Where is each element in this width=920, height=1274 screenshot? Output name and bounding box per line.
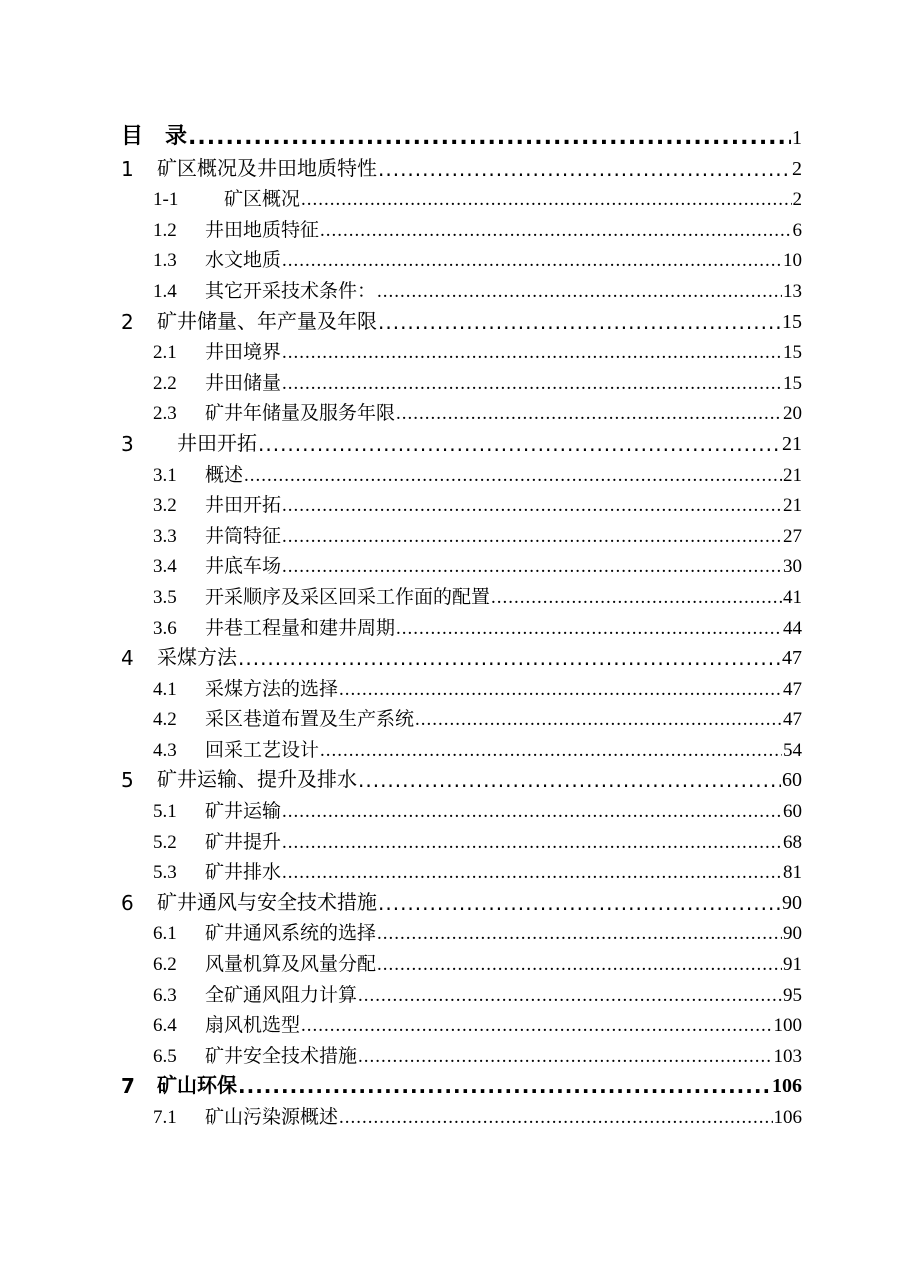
toc-entry[interactable] xyxy=(121,731,802,762)
toc-entry-number: 1.4 xyxy=(153,280,177,302)
toc-entry[interactable] xyxy=(121,425,802,456)
toc-entry-page: 47 xyxy=(783,678,802,700)
toc-title-row[interactable] xyxy=(121,118,802,150)
dot-leader xyxy=(491,587,782,609)
dot-leader xyxy=(244,465,782,487)
toc-entry[interactable] xyxy=(121,548,802,579)
toc-entry-title: 回采工艺设计 xyxy=(205,739,320,761)
toc-entry-page: 47 xyxy=(782,647,802,670)
toc-entry-page: 100 xyxy=(773,1015,802,1037)
dot-leader xyxy=(396,403,782,425)
toc-entry-number: 5.1 xyxy=(153,801,177,823)
toc-entry-number: 5.3 xyxy=(153,862,177,884)
dot-leader xyxy=(358,985,782,1007)
toc-entry[interactable] xyxy=(121,303,802,334)
toc-entry-page: 47 xyxy=(783,709,802,731)
toc-entry-title: 矿区概况 xyxy=(205,189,301,211)
toc-entry[interactable] xyxy=(121,1007,802,1038)
toc-entry-page: 30 xyxy=(783,556,802,578)
toc-entry[interactable] xyxy=(121,915,802,946)
dot-leader xyxy=(358,768,781,792)
toc-entry[interactable] xyxy=(121,640,802,671)
toc-entry-title: 风量机算及风量分配 xyxy=(205,954,377,976)
dot-leader xyxy=(378,891,781,915)
toc-entry[interactable] xyxy=(121,823,802,854)
toc-entry-number: 6.4 xyxy=(153,1015,177,1037)
toc-entry-page: 15 xyxy=(783,342,802,364)
toc-entry-number: 1.2 xyxy=(153,219,177,241)
dot-leader xyxy=(301,1015,772,1037)
toc-entry-title: 矿区概况及井田地质特性 xyxy=(157,155,377,180)
toc-entry-title: 井田开拓 xyxy=(205,495,282,517)
toc-entry-number: 7.1 xyxy=(153,1107,177,1128)
toc-entry-number: 5 xyxy=(121,768,134,793)
toc-entry[interactable] xyxy=(121,792,802,823)
toc-entry-number: 3.4 xyxy=(153,556,177,578)
dot-leader xyxy=(258,432,781,456)
toc-entry-number: 1 xyxy=(121,156,134,181)
dot-leader xyxy=(282,801,782,823)
toc-entry[interactable] xyxy=(121,762,802,793)
toc-entry[interactable] xyxy=(121,487,802,518)
toc-entry[interactable] xyxy=(121,242,802,273)
dot-leader xyxy=(320,740,782,762)
dot-leader xyxy=(339,679,782,701)
toc-entry-title: 矿井排水 xyxy=(205,862,282,884)
toc-entry-title: 井田开拓 xyxy=(157,430,257,455)
toc-entry-page: 81 xyxy=(783,862,802,884)
toc-entry-title: 井田地质特征 xyxy=(205,219,320,241)
toc-entry[interactable] xyxy=(121,609,802,640)
toc-entry-page: 106 xyxy=(773,1107,802,1128)
table-of-contents xyxy=(121,118,802,1129)
dot-leader xyxy=(415,709,782,731)
dot-leader xyxy=(378,157,791,181)
toc-entry-title: 矿井储量、年产量及年限 xyxy=(157,308,377,333)
toc-entry-number: 4.2 xyxy=(153,709,177,731)
dot-leader xyxy=(282,556,782,578)
dot-leader xyxy=(377,954,782,976)
toc-entry-page: 21 xyxy=(783,464,802,486)
toc-entry-number: 3.3 xyxy=(153,525,177,547)
toc-entry-title: 矿井运输、提升及排水 xyxy=(157,767,357,792)
toc-entry-number: 1.3 xyxy=(153,250,177,272)
dot-leader xyxy=(238,646,781,670)
toc-entry-title: 井巷工程量和建井周期 xyxy=(205,617,396,639)
toc-entry-page: 68 xyxy=(783,831,802,853)
toc-entry-page: 41 xyxy=(783,586,802,608)
toc-entry[interactable] xyxy=(121,211,802,242)
toc-entry-number: 2.3 xyxy=(153,403,177,425)
toc-entry-title: 采区巷道布置及生产系统 xyxy=(205,709,415,731)
toc-entry[interactable] xyxy=(121,1068,802,1099)
dot-leader xyxy=(339,1107,772,1129)
toc-entry-number: 3.2 xyxy=(153,495,177,517)
dot-leader xyxy=(282,373,782,395)
toc-entry-title: 采煤方法的选择 xyxy=(205,678,339,700)
dot-leader xyxy=(282,495,782,517)
toc-entry-number: 4.1 xyxy=(153,678,177,700)
toc-entry-page: 90 xyxy=(783,923,802,945)
toc-entry-page: 27 xyxy=(783,525,802,547)
toc-entry-number: 6.2 xyxy=(153,954,177,976)
toc-entry-title: 概述 xyxy=(205,464,244,486)
toc-entry-title: 井底车场 xyxy=(205,556,282,578)
toc-entry-title: 扇风机选型 xyxy=(205,1015,301,1037)
toc-entry-title: 水文地质 xyxy=(205,250,282,272)
toc-entry[interactable] xyxy=(121,854,802,885)
toc-entry[interactable] xyxy=(121,334,802,365)
toc-entry[interactable] xyxy=(121,272,802,303)
toc-entry-title: 矿山环保 xyxy=(157,1073,237,1098)
toc-entry-number: 5.2 xyxy=(153,831,177,853)
toc-entry-number: 3.5 xyxy=(153,586,177,608)
dot-leader xyxy=(358,1046,772,1068)
toc-entry-title: 井筒特征 xyxy=(205,525,282,547)
toc-entry[interactable] xyxy=(121,517,802,548)
toc-entry[interactable] xyxy=(121,1098,802,1129)
toc-entry[interactable] xyxy=(121,945,802,976)
toc-entry-number: 4.3 xyxy=(153,739,177,761)
toc-entry-page: 15 xyxy=(782,310,802,333)
dot-leader xyxy=(320,220,791,242)
dot-leader xyxy=(188,125,791,150)
toc-entry-title: 采煤方法 xyxy=(157,645,237,670)
toc-entry-page: 13 xyxy=(783,280,802,302)
toc-entry-page: 6 xyxy=(792,219,802,241)
toc-entry-title: 矿井通风与安全技术措施 xyxy=(157,889,377,914)
toc-entry-page: 20 xyxy=(783,403,802,425)
toc-entry-title: 矿井提升 xyxy=(205,831,282,853)
toc-entry-page: 103 xyxy=(773,1045,802,1067)
toc-title-page: 1 xyxy=(792,127,802,149)
toc-entry-page: 95 xyxy=(783,984,802,1006)
toc-entry-page: 44 xyxy=(783,617,802,639)
toc-entry-title: 其它开采技术条件： xyxy=(205,280,377,302)
dot-leader xyxy=(301,189,791,211)
toc-entry-page: 21 xyxy=(783,495,802,517)
toc-entry-number: 3.6 xyxy=(153,617,177,639)
toc-entry[interactable] xyxy=(121,1037,802,1068)
toc-entry-title: 全矿通风阻力计算 xyxy=(205,984,358,1006)
toc-entry-title: 井田储量 xyxy=(205,372,282,394)
toc-title: 目 录 xyxy=(121,124,188,149)
toc-entry-number: 1-1 xyxy=(153,189,179,211)
toc-entry-page: 60 xyxy=(782,769,802,792)
toc-entry-title: 矿井安全技术措施 xyxy=(205,1045,358,1067)
toc-entry-page: 15 xyxy=(783,372,802,394)
toc-entry-title: 开采顺序及采区回采工作面的配置 xyxy=(205,586,491,608)
toc-entry[interactable] xyxy=(121,976,802,1007)
toc-entry-title: 矿井通风系统的选择 xyxy=(205,923,377,945)
toc-entry-title: 矿井年储量及服务年限 xyxy=(205,403,396,425)
toc-entry-number: 4 xyxy=(121,646,134,671)
dot-leader xyxy=(282,342,782,364)
toc-entry[interactable] xyxy=(121,395,802,426)
toc-entry[interactable] xyxy=(121,456,802,487)
toc-entry-number: 6 xyxy=(121,890,134,915)
toc-entry-number: 7 xyxy=(121,1074,135,1099)
dot-leader xyxy=(282,832,782,854)
toc-entry-title: 矿井运输 xyxy=(205,801,282,823)
toc-entry-page: 60 xyxy=(783,801,802,823)
toc-entry-page: 2 xyxy=(792,157,802,180)
toc-entry-page: 106 xyxy=(772,1075,802,1098)
toc-entry-number: 3.1 xyxy=(153,464,177,486)
toc-entry-number: 2 xyxy=(121,309,134,334)
toc-entry-number: 6.5 xyxy=(153,1045,177,1067)
toc-entry-number: 2.1 xyxy=(153,342,177,364)
dot-leader xyxy=(396,618,782,640)
dot-leader xyxy=(238,1074,771,1098)
toc-entry-page: 91 xyxy=(783,954,802,976)
toc-entry[interactable] xyxy=(121,701,802,732)
toc-entry-page: 10 xyxy=(783,250,802,272)
dot-leader xyxy=(377,281,782,303)
toc-entry[interactable] xyxy=(121,670,802,701)
toc-entry[interactable] xyxy=(121,884,802,915)
toc-entry[interactable] xyxy=(121,364,802,395)
toc-entry-number: 2.2 xyxy=(153,372,177,394)
toc-entry-page: 2 xyxy=(792,189,802,211)
toc-entry[interactable] xyxy=(121,578,802,609)
toc-entry-number: 6.1 xyxy=(153,923,177,945)
toc-entry-title: 矿山污染源概述 xyxy=(205,1107,339,1128)
dot-leader xyxy=(282,250,782,272)
toc-entry-page: 21 xyxy=(782,432,802,455)
dot-leader xyxy=(377,923,782,945)
dot-leader xyxy=(282,862,782,884)
toc-entry-number: 3 xyxy=(121,431,134,456)
toc-entry-number: 6.3 xyxy=(153,984,177,1006)
toc-entry-title: 井田境界 xyxy=(205,342,282,364)
toc-entry-page: 54 xyxy=(783,739,802,761)
toc-entry-page: 90 xyxy=(782,891,802,914)
dot-leader xyxy=(378,310,781,334)
dot-leader xyxy=(282,526,782,548)
toc-entry[interactable] xyxy=(121,181,802,212)
toc-entry[interactable] xyxy=(121,150,802,181)
